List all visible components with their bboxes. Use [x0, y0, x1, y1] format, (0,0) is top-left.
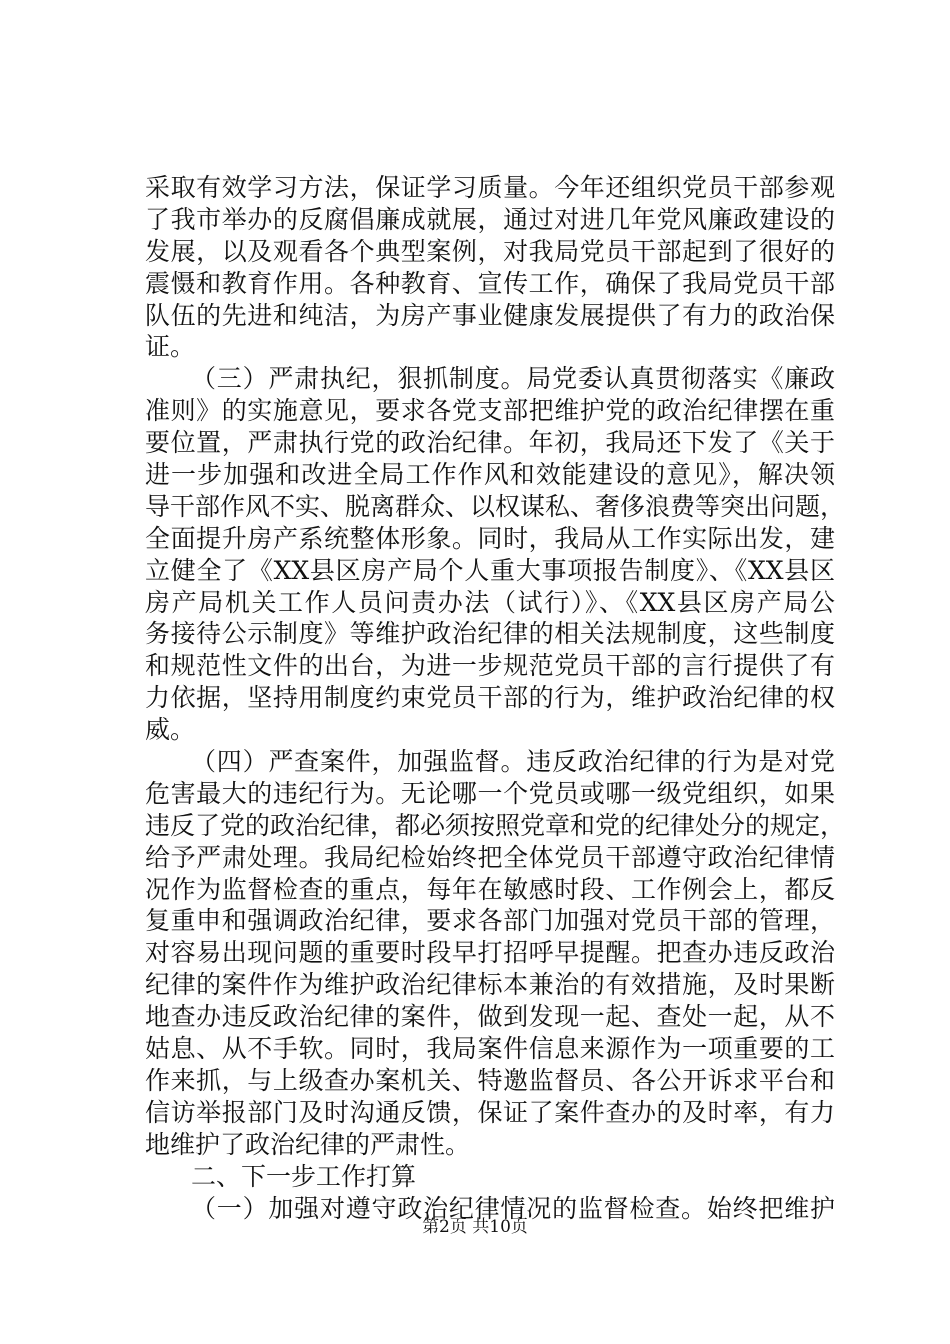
- paragraph-line: 违反了党的政治纪律，都必须按照党章和党的纪律处分的规定，: [145, 810, 846, 840]
- paragraph-line: 队伍的先进和纯洁，为房产事业健康发展提供了有力的政治保: [145, 300, 835, 330]
- paragraph-line: 全面提升房产系统整体形象。同时，我局从工作实际出发，建: [145, 523, 835, 553]
- paragraph-line: 地查办违反政治纪律的案件，做到发现一起、查处一起，从不: [145, 1002, 835, 1032]
- page-footer: 第2页 共10页: [422, 1217, 528, 1237]
- paragraph-line: 立健全了《XX县区房产局个人重大事项报告制度》、《XX县区: [145, 555, 835, 585]
- paragraph-line: 况作为监督检查的重点，每年在敏感时段、工作例会上，都反: [145, 874, 835, 904]
- document-body: [145, 172, 846, 1224]
- paragraph-line: 采取有效学习方法，保证学习质量。今年还组织党员干部参观: [145, 173, 835, 202]
- paragraph-line: 了我市举办的反腐倡廉成就展，通过对进几年党风廉政建设的: [145, 204, 835, 234]
- paragraph-line: 作来抓，与上级查办案机关、特邀监督员、各公开诉求平台和: [145, 1065, 835, 1095]
- paragraph-line: 威。: [145, 715, 196, 745]
- paragraph-line: 危害最大的违纪行为。无论哪一个党员或哪一级党组织，如果: [145, 778, 835, 808]
- paragraph-line: 要位置，严肃执行党的政治纪律。年初，我局还下发了《关于: [145, 428, 835, 458]
- paragraph-line: 发展，以及观看各个典型案例，对我局党员干部起到了很好的: [145, 236, 835, 266]
- paragraph-line: 姑息、从不手软。同时，我局案件信息来源作为一项重要的工: [145, 1034, 835, 1064]
- paragraph-line: （三）严肃执纪，狠抓制度。局党委认真贯彻落实《廉政: [191, 364, 835, 394]
- paragraph-line: 复重申和强调政治纪律，要求各部门加强对党员干部的管理，: [145, 906, 835, 936]
- paragraph-line: 地维护了政治纪律的严肃性。: [145, 1129, 471, 1159]
- paragraph-line: 对容易出现问题的重要时段早打招呼早提醒。把查办违反政治: [145, 938, 835, 968]
- paragraph-line: 震慑和教育作用。各种教育、宣传工作，确保了我局党员干部: [145, 268, 835, 298]
- paragraph-line: 纪律的案件作为维护政治纪律标本兼治的有效措施，及时果断: [145, 970, 835, 1000]
- paragraph-line: 力依据，坚持用制度约束党员干部的行为，维护政治纪律的权: [145, 683, 835, 713]
- paragraph-line: 房产局机关工作人员问责办法（试行）》、《XX县区房产局公: [145, 587, 835, 617]
- section-heading: 二、下一步工作打算: [191, 1161, 417, 1191]
- paragraph-line: 务接待公示制度》等维护政治纪律的相关法规制度，这些制度: [145, 619, 835, 649]
- paragraph-line: 信访举报部门及时沟通反馈，保证了案件查办的及时率，有力: [145, 1097, 835, 1127]
- paragraph-line: 进一步加强和改进全局工作作风和效能建设的意见》，解决领: [145, 460, 835, 490]
- paragraph-line: 证。: [145, 332, 196, 362]
- paragraph-line: 导干部作风不实、脱离群众、以权谋私、奢侈浪费等突出问题，: [145, 491, 846, 521]
- paragraph-line: （四）严查案件，加强监督。违反政治纪律的行为是对党: [191, 747, 835, 777]
- paragraph-line: 准则》的实施意见，要求各党支部把维护党的政治纪律摆在重: [145, 396, 835, 426]
- paragraph-line: 和规范性文件的出台，为进一步规范党员干部的言行提供了有: [145, 651, 835, 681]
- paragraph-line: 给予严肃处理。我局纪检始终把全体党员干部遵守政治纪律情: [145, 842, 835, 872]
- paragraph-line: （一）加强对遵守政治纪律情况的监督检查。始终把维护: [191, 1193, 835, 1223]
